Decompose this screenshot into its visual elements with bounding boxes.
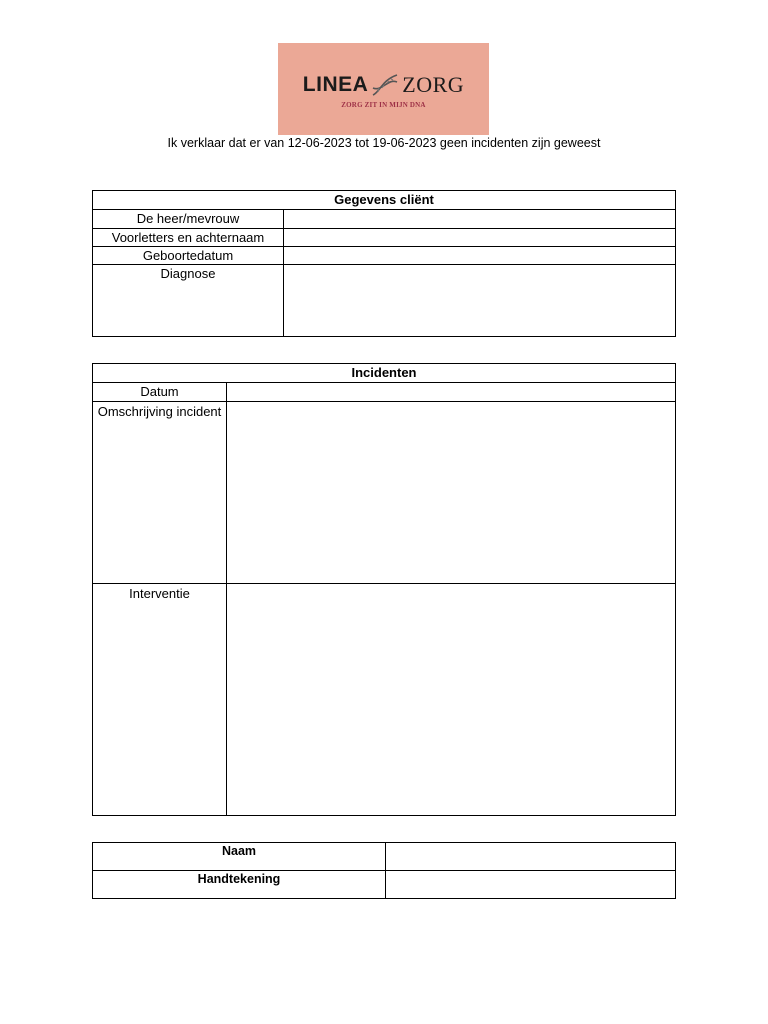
logo-brand-left: LINEA <box>302 73 369 96</box>
client-label-naam: Voorletters en achternaam <box>93 229 284 247</box>
client-field-geboortedatum[interactable] <box>284 247 676 265</box>
incident-label-omschrijving: Omschrijving incident <box>93 402 227 584</box>
incident-label-datum: Datum <box>93 383 227 402</box>
signature-label-handtekening: Handtekening <box>93 871 386 899</box>
incident-field-omschrijving[interactable] <box>227 402 676 584</box>
client-details-table <box>92 190 676 337</box>
logo-brand-right: ZORG <box>402 72 465 97</box>
dna-icon <box>370 72 400 98</box>
incident-field-datum[interactable] <box>227 383 676 402</box>
declaration-statement: Ik verklaar dat er van 12-06-2023 tot 19-06-2023 geen incidenten zijn geweest <box>167 136 601 150</box>
client-field-diagnose[interactable] <box>284 265 676 337</box>
company-logo <box>278 43 489 135</box>
logo-wordmark <box>278 71 489 99</box>
client-label-aanhef: De heer/mevrouw <box>93 210 284 229</box>
logo-tagline: ZORG ZIT IN MIJN DNA <box>341 101 426 109</box>
incident-field-interventie[interactable] <box>227 584 676 816</box>
client-field-aanhef[interactable] <box>284 210 676 229</box>
signature-table <box>92 842 676 899</box>
incident-label-interventie: Interventie <box>93 584 227 816</box>
signature-field-naam[interactable] <box>386 843 676 871</box>
client-label-geboortedatum: Geboortedatum <box>93 247 284 265</box>
signature-field-handtekening[interactable] <box>386 871 676 899</box>
client-table-title: Gegevens cliënt <box>93 191 676 210</box>
incidents-table <box>92 363 676 816</box>
incidents-table-title: Incidenten <box>93 364 676 383</box>
signature-label-naam: Naam <box>93 843 386 871</box>
client-field-naam[interactable] <box>284 229 676 247</box>
client-label-diagnose: Diagnose <box>93 265 284 337</box>
